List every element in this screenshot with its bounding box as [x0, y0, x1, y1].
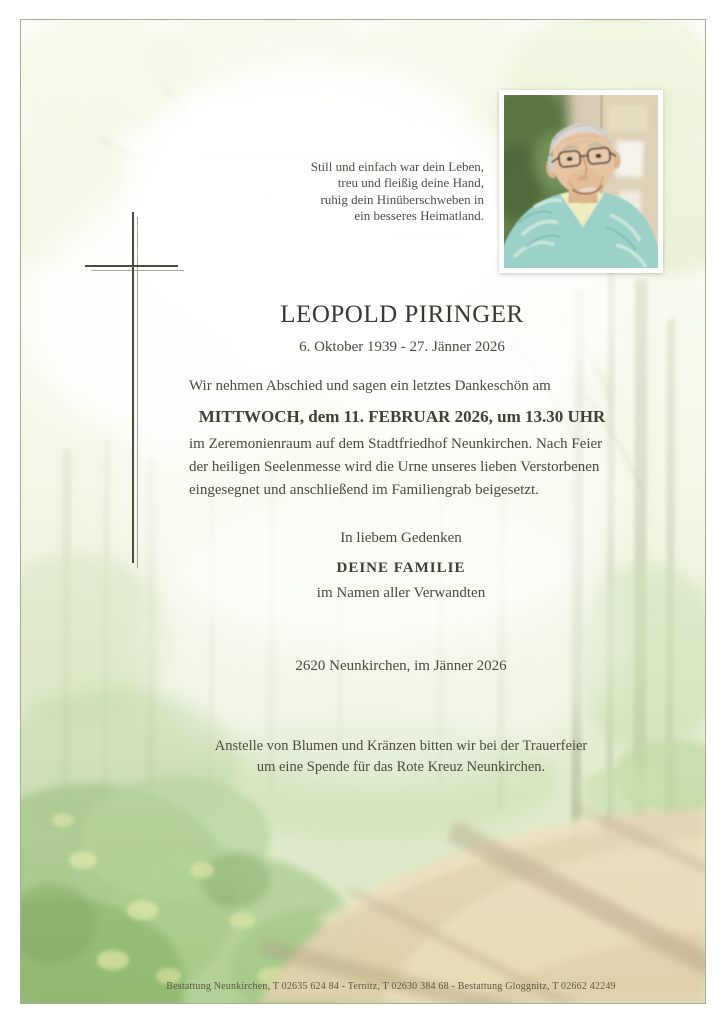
donation-note [131, 736, 671, 777]
announcement-intro: Wir nehmen Abschied und sagen ein letztes Dankeschön am [189, 378, 551, 394]
funeral-home-footer: Bestattung Neunkirchen, T 02635 624 84 - Ternitz, T 02630 384 68 - Bestattung Gloggnitz, T 02662 42249 [166, 981, 616, 992]
poem-line: ein besseres Heimatland. [354, 207, 484, 223]
life-dates: 6. Oktober 1939 - 27. Jänner 2026 [299, 339, 505, 355]
memorial-poem [311, 159, 484, 224]
family-signature: DEINE FAMILIE [336, 560, 466, 576]
poem-line: ruhig dein Hinüberschweben in [320, 191, 484, 207]
poem-line: Still und einfach war dein Leben, [310, 159, 484, 174]
cross-shadow-horizontal [91, 270, 184, 271]
cross-horizontal [85, 265, 178, 267]
poem-line: treu und fleißig deine Hand, [337, 175, 484, 191]
donation-line: Anstelle von Blumen und Kränzen bitten wir bei der Trauerfeier [214, 738, 588, 754]
funeral-details: im Zeremonienraum auf dem Stadtfriedhof Neunkirchen. Nach Feier der heiligen Seelenmesse wird die Urne unseres lieben Verstorbenen eingesegnet und anschließend im Familiengrab beigesetzt. [189, 436, 603, 498]
funeral-datetime: MITTWOCH, dem 11. FEBRUAR 2026, um 13.30 UHR [198, 407, 606, 426]
donation-line: um eine Spende für das Rote Kreuz Neunkirchen. [256, 758, 546, 775]
relatives-line: im Namen aller Verwandten [316, 585, 486, 601]
deceased-name: LEOPOLD PIRINGER [280, 301, 524, 328]
place-date-line: 2620 Neunkirchen, im Jänner 2026 [295, 658, 507, 674]
obituary-card [20, 19, 706, 1004]
remembrance-line: In liebem Gedenken [340, 530, 462, 546]
portrait-illustration [504, 95, 658, 268]
portrait-photo [499, 90, 663, 273]
